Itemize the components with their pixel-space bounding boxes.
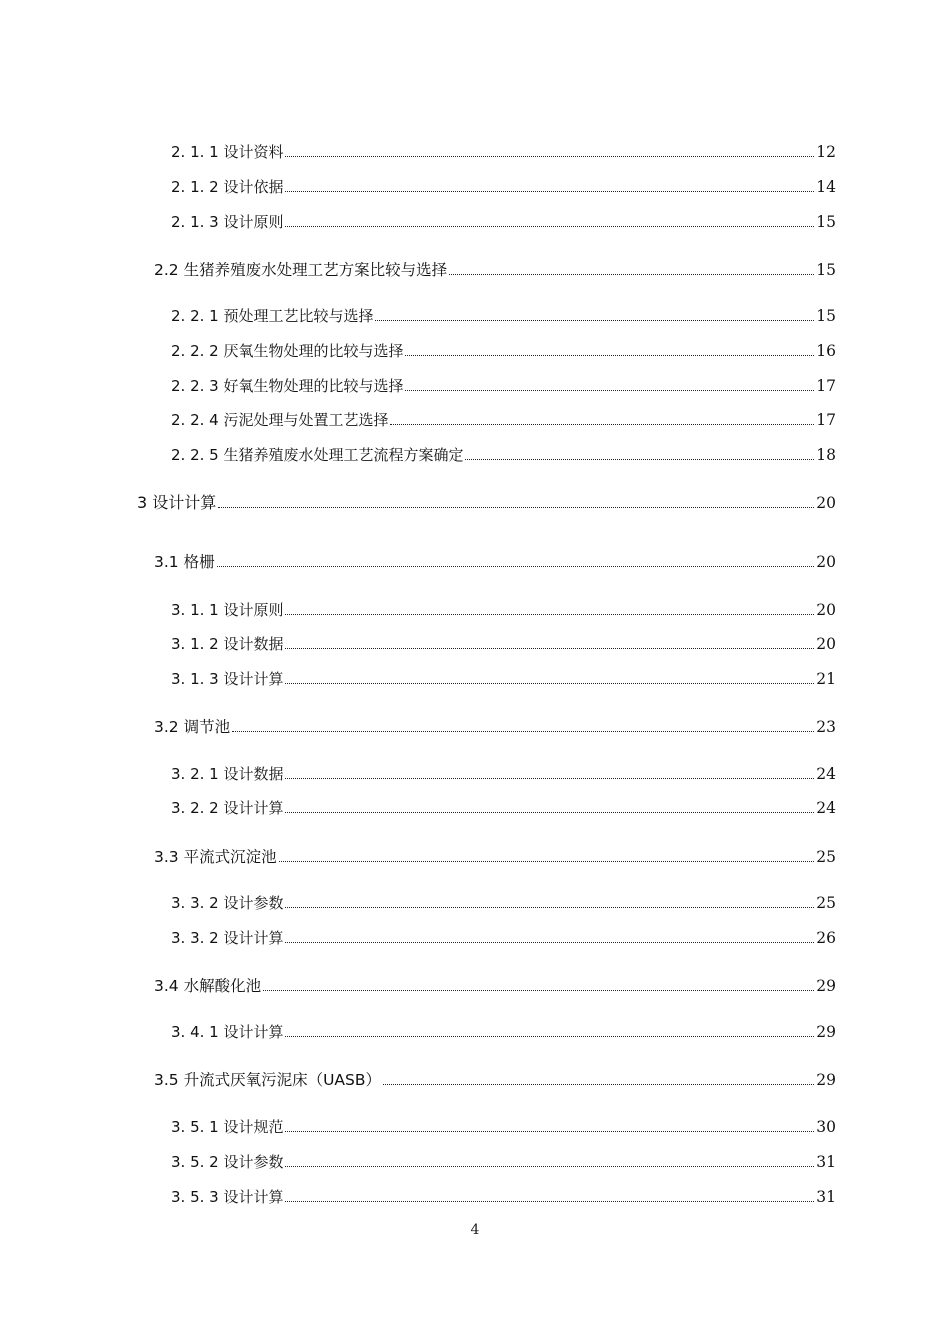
toc-entry-label: 3. 1. 3 设计计算 — [171, 670, 284, 688]
toc-entry[interactable] — [171, 302, 836, 326]
toc-entry-label: 3.4 水解酸化池 — [154, 977, 262, 995]
toc-entry-page: 21 — [816, 670, 836, 688]
toc-entry-label: 3. 5. 3 设计计算 — [171, 1188, 284, 1206]
toc-dot-leader — [263, 990, 814, 991]
toc-dot-leader — [465, 459, 814, 460]
toc-entry[interactable] — [171, 138, 836, 162]
toc-dot-leader — [285, 907, 814, 908]
toc-dot-leader — [405, 355, 814, 356]
toc-entry[interactable] — [171, 760, 836, 784]
toc-entry-page: 29 — [816, 1023, 836, 1041]
toc-entry[interactable] — [154, 256, 836, 280]
toc-entry-label: 2. 2. 5 生猪养殖废水处理工艺流程方案确定 — [171, 446, 464, 464]
toc-dot-leader — [285, 156, 814, 157]
toc-entry-label: 3. 1. 1 设计原则 — [171, 601, 284, 619]
page-number: 4 — [470, 1222, 480, 1238]
toc-dot-leader — [285, 648, 814, 649]
toc-dot-leader — [285, 614, 814, 615]
toc-entry-label: 3.2 调节池 — [154, 718, 231, 736]
toc-entry[interactable] — [171, 1183, 836, 1207]
toc-entry[interactable] — [154, 713, 836, 737]
toc-entry-page: 17 — [816, 411, 836, 429]
toc-dot-leader — [383, 1084, 814, 1085]
toc-entry-page: 14 — [816, 178, 836, 196]
toc-entry[interactable] — [171, 173, 836, 197]
toc-dot-leader — [285, 778, 814, 779]
toc-entry-page: 20 — [816, 494, 836, 512]
toc-dot-leader — [285, 812, 814, 813]
toc-entry-page: 20 — [816, 601, 836, 619]
toc-dot-leader — [285, 1201, 814, 1202]
toc-entry-page: 12 — [816, 143, 836, 161]
toc-entry[interactable] — [171, 1113, 836, 1137]
toc-entry-page: 29 — [816, 1071, 836, 1089]
toc-entry-label: 3. 1. 2 设计数据 — [171, 635, 284, 653]
toc-entry-page: 20 — [816, 635, 836, 653]
toc-dot-leader — [285, 942, 814, 943]
toc-dot-leader — [285, 191, 814, 192]
toc-entry-label: 3.1 格栅 — [154, 553, 215, 571]
toc-entry-label: 3.3 平流式沉淀池 — [154, 848, 277, 866]
toc-entry-page: 26 — [816, 929, 836, 947]
toc-dot-leader — [217, 566, 815, 567]
toc-entry-label: 2. 2. 3 好氧生物处理的比较与选择 — [171, 377, 404, 395]
toc-entry[interactable] — [171, 337, 836, 361]
toc-entry[interactable] — [171, 1148, 836, 1172]
toc-dot-leader — [279, 861, 815, 862]
toc-entry-label: 2. 2. 4 污泥处理与处置工艺选择 — [171, 411, 389, 429]
toc-entry[interactable] — [171, 406, 836, 430]
toc-entry-label: 3. 2. 2 设计计算 — [171, 799, 284, 817]
toc-entry-label: 2. 1. 1 设计资料 — [171, 143, 284, 161]
toc-entry-page: 24 — [816, 799, 836, 817]
toc-entry-page: 16 — [816, 342, 836, 360]
toc-entry-page: 31 — [816, 1153, 836, 1171]
toc-entry-page: 20 — [816, 553, 836, 571]
toc-entry[interactable] — [171, 630, 836, 654]
toc-entry-label: 3.5 升流式厌氧污泥床（UASB） — [154, 1071, 381, 1089]
toc-entry-page: 15 — [816, 213, 836, 231]
toc-entry-page: 25 — [816, 848, 836, 866]
toc-entry-page: 25 — [816, 894, 836, 912]
toc-entry[interactable] — [171, 441, 836, 465]
toc-entry-label: 3. 2. 1 设计数据 — [171, 765, 284, 783]
toc-entry-label: 3 设计计算 — [137, 493, 217, 512]
toc-entry-label: 3. 3. 2 设计参数 — [171, 894, 284, 912]
toc-entry-page: 15 — [816, 261, 836, 279]
toc-entry-page: 15 — [816, 307, 836, 325]
toc-entry[interactable] — [171, 889, 836, 913]
toc-entry-label: 2.2 生猪养殖废水处理工艺方案比较与选择 — [154, 261, 448, 279]
toc-entry-page: 29 — [816, 977, 836, 995]
toc-entry-page: 24 — [816, 765, 836, 783]
toc-dot-leader — [449, 274, 814, 275]
toc-entry-label: 3. 4. 1 设计计算 — [171, 1023, 284, 1041]
toc-dot-leader — [232, 731, 814, 732]
toc-dot-leader — [218, 507, 814, 508]
toc-entry-label: 3. 3. 2 设计计算 — [171, 929, 284, 947]
toc-entry[interactable] — [154, 1066, 836, 1090]
toc-dot-leader — [285, 226, 814, 227]
toc-entry[interactable] — [171, 596, 836, 620]
toc-dot-leader — [405, 390, 814, 391]
toc-entry-page: 23 — [816, 718, 836, 736]
toc-entry-label: 3. 5. 1 设计规范 — [171, 1118, 284, 1136]
toc-dot-leader — [285, 1131, 814, 1132]
toc-entry-label: 2. 1. 3 设计原则 — [171, 213, 284, 231]
toc-dot-leader — [285, 1036, 814, 1037]
toc-entry[interactable] — [154, 972, 836, 996]
toc-entry-label: 3. 5. 2 设计参数 — [171, 1153, 284, 1171]
toc-dot-leader — [390, 424, 814, 425]
toc-entry[interactable] — [171, 208, 836, 232]
toc-entry[interactable] — [171, 1018, 836, 1042]
toc-entry-label: 2. 2. 1 预处理工艺比较与选择 — [171, 307, 374, 325]
toc-entry-page: 17 — [816, 377, 836, 395]
toc-entry-page: 18 — [816, 446, 836, 464]
toc-entry[interactable] — [154, 843, 836, 867]
toc-dot-leader — [285, 683, 814, 684]
toc-entry[interactable] — [154, 548, 836, 572]
toc-entry[interactable] — [171, 665, 836, 689]
toc-entry[interactable] — [137, 489, 836, 513]
toc-entry[interactable] — [171, 372, 836, 396]
toc-dot-leader — [375, 320, 814, 321]
toc-entry-page: 31 — [816, 1188, 836, 1206]
toc-entry-label: 2. 2. 2 厌氧生物处理的比较与选择 — [171, 342, 404, 360]
toc-entry[interactable] — [171, 924, 836, 948]
toc-entry-label: 2. 1. 2 设计依据 — [171, 178, 284, 196]
toc-entry[interactable] — [171, 794, 836, 818]
toc-dot-leader — [285, 1166, 814, 1167]
toc-entry-page: 30 — [816, 1118, 836, 1136]
